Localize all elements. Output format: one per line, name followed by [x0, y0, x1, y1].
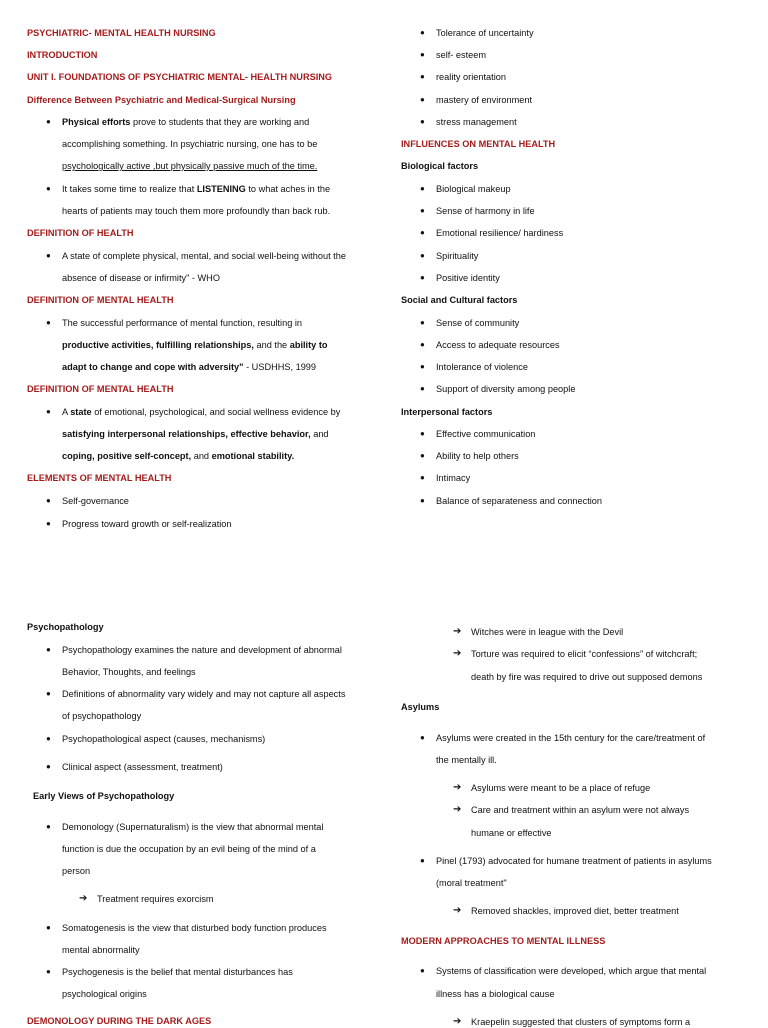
bullet-icon: ● [46, 734, 51, 743]
influences-heading: INFLUENCES ON MENTAL HEALTH [401, 139, 556, 149]
bullet-icon: ● [420, 50, 425, 59]
list-item: Sense of harmony in life [436, 206, 535, 216]
bullet-icon: ● [420, 251, 425, 260]
bullet-icon: ● [420, 95, 425, 104]
list-item: Clinical aspect (assessment, treatment) [62, 762, 223, 772]
health-heading: DEFINITION OF HEALTH [27, 228, 134, 238]
bullet-icon: ● [420, 273, 425, 282]
sub-list-item: Treatment requires exorcism [97, 894, 214, 904]
list-item-cont: the mentally ill. [436, 755, 497, 765]
arrow-icon: ➔ [453, 804, 462, 815]
sub-list-item: Torture was required to elicit “confessions” of witchcraft; [471, 649, 698, 659]
list-item: Spirituality [436, 251, 479, 261]
bullet-icon: ● [420, 117, 425, 126]
bullet-icon: ● [420, 362, 425, 371]
list-item: Effective communication [436, 429, 536, 439]
bullet-icon: ● [46, 117, 51, 126]
interpersonal-heading: Interpersonal factors [401, 407, 493, 417]
bullet-icon: ● [46, 923, 51, 932]
bullet-icon: ● [420, 966, 425, 975]
list-item: Demonology (Supernaturalism) is the view that abnormal mental [62, 822, 324, 832]
bullet-icon: ● [420, 733, 425, 742]
list-item-cont: productive activities, fulfilling relationships, and the ability to [62, 340, 328, 350]
list-item: Access to adequate resources [436, 340, 560, 350]
list-item: Biological makeup [436, 184, 511, 194]
list-item: Balance of separateness and connection [436, 496, 603, 506]
list-item: Intolerance of violence [436, 362, 528, 372]
list-item-cont: function is due the occupation by an evil being of the mind of a [62, 844, 316, 854]
bullet-icon: ● [420, 429, 425, 438]
list-item: A state of complete physical, mental, and social well-being without the [62, 251, 346, 261]
sub-list-item: Removed shackles, improved diet, better treatment [471, 906, 679, 916]
list-item: Psychopathology examines the nature and development of abnormal [62, 645, 342, 655]
list-item-cont: Behavior, Thoughts, and feelings [62, 667, 196, 677]
list-item-cont: (moral treatment" [436, 878, 507, 888]
list-item-cont: satisfying interpersonal relationships, effective behavior, and [62, 429, 329, 439]
early-views-heading: Early Views of Psychopathology [33, 791, 175, 801]
list-item: reality orientation [436, 72, 506, 82]
arrow-icon: ➔ [453, 1016, 462, 1027]
list-item-cont: illness has a biological cause [436, 989, 555, 999]
list-item: Self-governance [62, 496, 129, 506]
bullet-icon: ● [420, 473, 425, 482]
list-item: Tolerance of uncertainty [436, 28, 534, 38]
bullet-icon: ● [46, 251, 51, 260]
bullet-icon: ● [46, 645, 51, 654]
list-item: Pinel (1793) advocated for humane treatment of patients in asylums [436, 856, 712, 866]
list-item: Systems of classification were developed, which argue that mental [436, 966, 707, 976]
list-item: self- esteem [436, 50, 487, 60]
bullet-icon: ● [46, 762, 51, 771]
list-item: Definitions of abnormality vary widely and may not capture all aspects [62, 689, 346, 699]
asylums-heading: Asylums [401, 702, 440, 712]
list-item: Physical efforts prove to students that they are working and [62, 117, 310, 127]
mental-health-heading-2: DEFINITION OF MENTAL HEALTH [27, 384, 174, 394]
bullet-icon: ● [420, 340, 425, 349]
bullet-icon: ● [420, 856, 425, 865]
list-item: Psychopathological aspect (causes, mechanisms) [62, 734, 266, 744]
sub-list-item: Witches were in league with the Devil [471, 627, 624, 637]
difference-heading: Difference Between Psychiatric and Medical-Surgical Nursing [27, 95, 296, 105]
list-item-cont: of psychopathology [62, 711, 142, 721]
document-title: PSYCHIATRIC- MENTAL HEALTH NURSING [27, 28, 216, 38]
list-item-cont: hearts of patients may touch them more profoundly than back rub. [62, 206, 331, 216]
bullet-icon: ● [46, 184, 51, 193]
introduction-heading: INTRODUCTION [27, 50, 98, 60]
bullet-icon: ● [420, 318, 425, 327]
modern-approaches-heading: MODERN APPROACHES TO MENTAL ILLNESS [401, 936, 606, 946]
bullet-icon: ● [420, 384, 425, 393]
list-item: Psychogenesis is the belief that mental disturbances has [62, 967, 293, 977]
list-item-cont: coping, positive self-concept, and emotional stability. [62, 451, 295, 461]
bullet-icon: ● [46, 822, 51, 831]
bullet-icon: ● [46, 496, 51, 505]
bullet-icon: ● [420, 206, 425, 215]
sub-list-item-cont: humane or effective [471, 828, 552, 838]
bullet-icon: ● [46, 689, 51, 698]
bullet-icon: ● [420, 496, 425, 505]
bullet-icon: ● [46, 318, 51, 327]
list-item: The successful performance of mental function, resulting in [62, 318, 303, 328]
mental-health-heading: DEFINITION OF MENTAL HEALTH [27, 295, 174, 305]
list-item-cont: mental abnormality [62, 945, 140, 955]
list-item-cont: accomplishing something. In psychiatric nursing, one has to be [62, 139, 318, 149]
bullet-icon: ● [420, 184, 425, 193]
list-item-cont: person [62, 866, 91, 876]
dark-ages-heading: DEMONOLOGY DURING THE DARK AGES [27, 1016, 212, 1026]
list-item: mastery of environment [436, 95, 532, 105]
list-item: stress management [436, 117, 517, 127]
bullet-icon: ● [46, 519, 51, 528]
biological-heading: Biological factors [401, 161, 479, 171]
arrow-icon: ➔ [453, 648, 462, 659]
list-item: Sense of community [436, 318, 520, 328]
sub-list-item: Care and treatment within an asylum were not always [471, 805, 690, 815]
bullet-icon: ● [420, 451, 425, 460]
list-item: Positive identity [436, 273, 500, 283]
arrow-icon: ➔ [79, 893, 88, 904]
list-item: Asylums were created in the 15th century for the care/treatment of [436, 733, 706, 743]
elements-heading: ELEMENTS OF MENTAL HEALTH [27, 473, 172, 483]
bullet-icon: ● [420, 72, 425, 81]
psychopathology-heading: Psychopathology [27, 622, 104, 632]
list-item: It takes some time to realize that LISTENING to what aches in the [62, 184, 331, 194]
bullet-icon: ● [420, 28, 425, 37]
social-heading: Social and Cultural factors [401, 295, 518, 305]
bullet-icon: ● [46, 967, 51, 976]
list-item: Progress toward growth or self-realization [62, 519, 232, 529]
list-item: Intimacy [436, 473, 471, 483]
sub-list-item: Kraepelin suggested that clusters of symptoms form a [471, 1017, 691, 1027]
arrow-icon: ➔ [453, 905, 462, 916]
sub-list-item-cont: death by fire was required to drive out supposed demons [471, 672, 703, 682]
bullet-icon: ● [46, 407, 51, 416]
list-item-cont: absence of disease or infirmity" - WHO [62, 273, 220, 283]
bullet-icon: ● [420, 228, 425, 237]
arrow-icon: ➔ [453, 782, 462, 793]
list-item: Somatogenesis is the view that disturbed body function produces [62, 923, 327, 933]
list-item: Ability to help others [436, 451, 519, 461]
unit-heading: UNIT I. FOUNDATIONS OF PSYCHIATRIC MENTAL- HEALTH NURSING [27, 72, 333, 82]
sub-list-item: Asylums were meant to be a place of refuge [471, 783, 651, 793]
list-item: Emotional resilience/ hardiness [436, 228, 564, 238]
list-item: Support of diversity among people [436, 384, 576, 394]
list-item-cont: psychologically active ,but physically passive much of the time. [62, 161, 318, 171]
list-item: A state of emotional, psychological, and social wellness evidence by [62, 407, 341, 417]
list-item-cont: psychological origins [62, 989, 147, 999]
arrow-icon: ➔ [453, 626, 462, 637]
list-item-cont: adapt to change and cope with adversity" - USDHHS, 1999 [62, 362, 317, 372]
